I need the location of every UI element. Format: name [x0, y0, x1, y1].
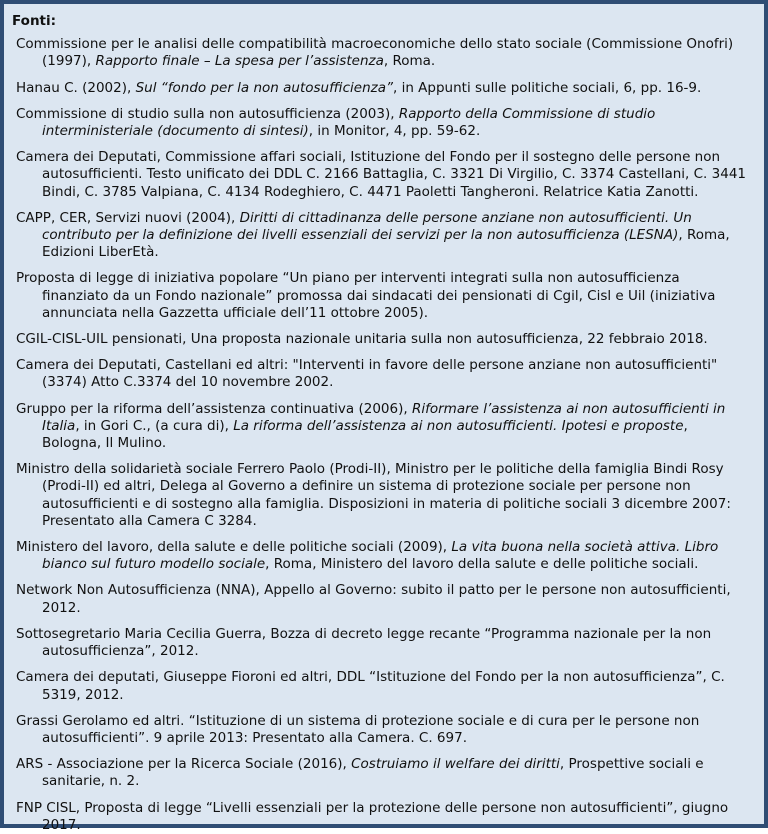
reference-item: [12, 539, 748, 573]
reference-text: , Bologna, Il Mulino.: [42, 417, 688, 452]
reference-text: , Roma.: [383, 53, 436, 70]
reference-item: [12, 36, 748, 70]
reference-item: [12, 80, 748, 97]
reference-text: , Roma, Edizioni LiberEtà.: [42, 227, 730, 261]
reference-item: [12, 331, 748, 348]
reference-item: [12, 357, 748, 391]
reference-title: La vita buona nella società attiva. Libro bianco sul futuro modello sociale: [42, 539, 719, 573]
reference-text: , in Monitor, 4, pp. 59-62.: [308, 123, 481, 140]
reference-text: Hanau C. (2002),: [16, 79, 136, 96]
reference-text: Camera dei Deputati, Castellani ed altri: "Interventi in favore delle persone anziane non autosufficienti" (3374) Atto C.3374 del 10 novembre 2002.: [16, 357, 718, 391]
reference-text: Camera dei Deputati, Commissione affari sociali, Istituzione del Fondo per il sostegno delle persone non autosufficienti. Testo unificato dei DDL C. 2166 Battaglia, C. 3321 Di Virgilio, C. 3374 Castellani, C. 3441 Bindi, C. 3785 Valpiana, C. 4134 Rodeghiero, C. 4471 Paoletti Tangheroni. Relatrice Katia Zanotti.: [16, 149, 746, 200]
reference-text: Network Non Autosufficienza (NNA), Appello al Governo: subito il patto per le persone non autosufficienti, 2012.: [16, 582, 731, 616]
reference-item: [12, 149, 748, 201]
reference-item: [12, 669, 748, 703]
reference-item: [12, 461, 748, 530]
reference-text: Gruppo per la riforma dell’assistenza continuativa (2006),: [16, 400, 412, 417]
reference-text: CGIL-CISL-UIL pensionati, Una proposta nazionale unitaria sulla non autosufficienza, 22 febbraio 2018.: [16, 331, 708, 348]
reference-text: Commissione per le analisi delle compatibilità macroeconomiche dello stato sociale (Commissione Onofri) (1997),: [16, 36, 734, 70]
reference-text: FNP CISL, Proposta di legge “Livelli essenziali per la protezione delle persone non autosufficienti”, giugno 2017.: [16, 799, 729, 833]
reference-list: [12, 36, 748, 834]
reference-item: [12, 713, 748, 747]
reference-text: ARS - Associazione per la Ricerca Sociale (2016),: [16, 756, 352, 773]
reference-text: Sottosegretario Maria Cecilia Guerra, Bozza di decreto legge recante “Programma nazionale per la non autosufficienza”, 2012.: [16, 625, 712, 660]
reference-text: Proposta di legge di iniziativa popolare “Un piano per interventi integrati sulla non autosufficienza finanziato da un Fondo nazionale” promossa dai sindacati dei pensionati di Cgil, Cisl e Uil (iniziativa annunciata nella Gazzetta ufficiale dell’11 ottobre 2005).: [16, 270, 716, 321]
reference-title: Rapporto finale – La spesa per l’assistenza: [95, 53, 384, 70]
reference-text: , in Appunti sulle politiche sociali, 6, pp. 16-9.: [393, 79, 702, 96]
reference-text: Camera dei deputati, Giuseppe Fioroni ed altri, DDL “Istituzione del Fondo per la non autosufficienza”, C. 5319, 2012.: [16, 669, 725, 703]
reference-item: [12, 582, 748, 616]
reference-title: Costruiamo il welfare dei diritti: [351, 756, 560, 773]
reference-item: [12, 756, 748, 790]
reference-item: [12, 800, 748, 834]
reference-text: Ministro della solidarietà sociale Ferrero Paolo (Prodi-II), Ministro per le politiche della famiglia Bindi Rosy (Prodi-II) ed altri, Delega al Governo a definire un sistema di protezione sociale per persone non autosufficienti e di sostegno alla famiglia. Disposizioni in materia di politiche sociali 3 dicembre 2007: Presentato alla Camera C 3284.: [16, 461, 731, 529]
reference-text: Commissione di studio sulla non autosufficienza (2003),: [16, 105, 399, 122]
reference-item: [12, 626, 748, 660]
reference-title: Diritti di cittadinanza delle persone anziane non autosufficienti. Un contributo per la definizione dei livelli essenziali dei servizi per la non autosufficienza (LESNA): [42, 209, 692, 244]
reference-item: [12, 210, 748, 262]
sources-heading: Fonti:: [12, 13, 57, 29]
reference-text: , Roma, Ministero del lavoro della salute e delle politiche sociali.: [265, 556, 699, 573]
reference-text: Grassi Gerolamo ed altri. “Istituzione di un sistema di protezione sociale e di cura per le persone non autosufficienti”. 9 aprile 2013: Presentato alla Camera. C. 697.: [16, 712, 700, 746]
reference-text: Ministero del lavoro, della salute e delle politiche sociali (2009),: [16, 539, 452, 556]
reference-text: , in Gori C., (a cura di),: [75, 417, 234, 434]
reference-item: [12, 401, 748, 453]
reference-item: [12, 270, 748, 322]
reference-title: La riforma dell’assistenza ai non autosufficienti. Ipotesi e proposte: [233, 417, 684, 434]
reference-title: Sul “fondo per la non autosufficienza”: [135, 79, 393, 96]
reference-item: [12, 106, 748, 140]
reference-title: Riformare l’assistenza ai non autosufficienti in Italia: [42, 400, 726, 434]
reference-text: , Prospettive sociali e sanitarie, n. 2.: [42, 756, 704, 790]
reference-title: Rapporto della Commissione di studio interministeriale (documento di sintesi): [42, 105, 656, 140]
reference-text: CAPP, CER, Servizi nuovi (2004),: [16, 209, 240, 226]
